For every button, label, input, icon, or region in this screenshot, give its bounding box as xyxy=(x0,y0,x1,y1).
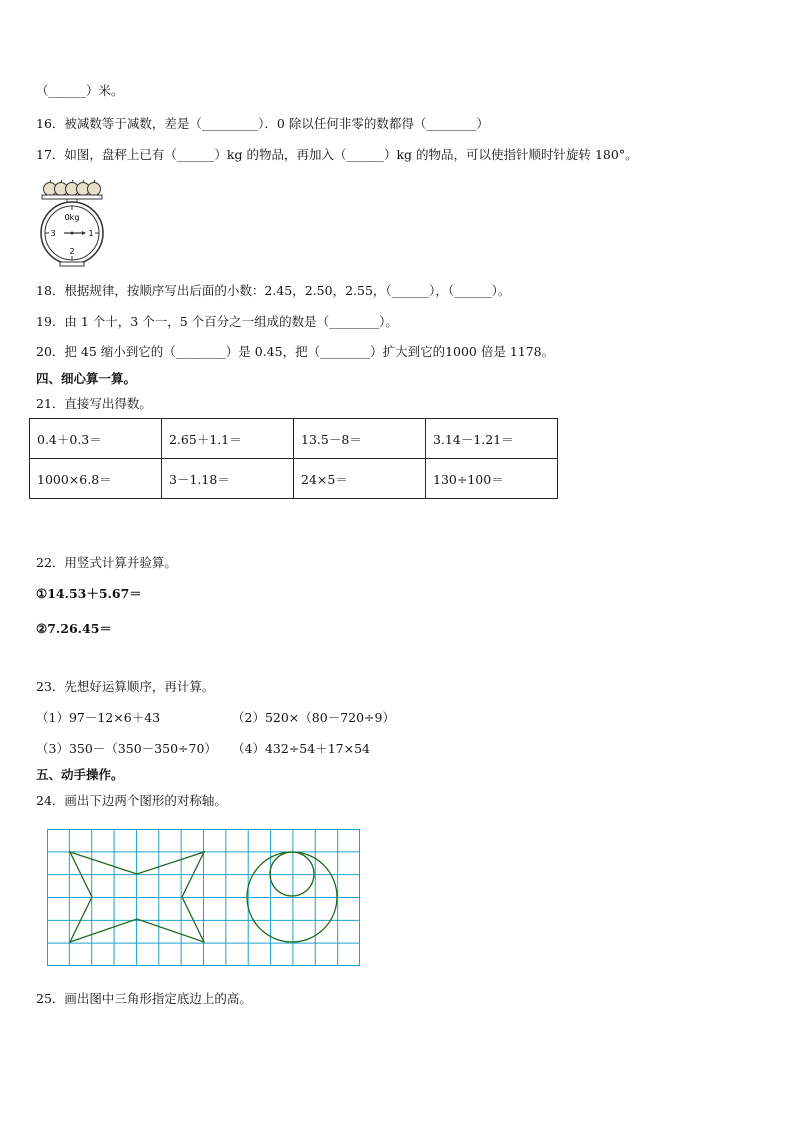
apple-icon xyxy=(88,183,101,196)
question-22-item-2: ②7.26.45＝ xyxy=(36,621,112,636)
dial-unit-label: 0kg xyxy=(64,213,80,222)
table-cell: 13.5－8＝ xyxy=(294,419,426,459)
table-row xyxy=(30,419,558,459)
question-17: 17．如图，盘秤上已有（______）kg 的物品，再加入（______）kg 的物品，可以使指针顺时针旋转 180°。 xyxy=(36,147,638,162)
question-23-item-2: （2）520×（80－720÷9） xyxy=(232,710,395,725)
question-21: 21．直接写出得数。 xyxy=(36,396,152,411)
question-25: 25．画出图中三角形指定底边上的高。 xyxy=(36,991,252,1006)
table-cell: 24×5＝ xyxy=(294,459,426,499)
table-cell: 0.4＋0.3＝ xyxy=(30,419,162,459)
question-22: 22．用竖式计算并验算。 xyxy=(36,555,177,570)
question-23-item-4: （4）432÷54＋17×54 xyxy=(232,741,370,756)
question-23-item-1: （1）97－12×6＋43 xyxy=(36,710,161,725)
section-5-heading: 五、动手操作。 xyxy=(36,767,124,782)
table-row xyxy=(30,459,558,499)
question-19: 19．由 1 个十，3 个一，5 个百分之一组成的数是（________）。 xyxy=(36,314,398,329)
mental-calc-table xyxy=(29,418,558,499)
dial-mark-left: 3 xyxy=(50,229,56,238)
table-cell: 3.14－1.21＝ xyxy=(426,419,558,459)
question-22-item-1: ①14.53＋5.67＝ xyxy=(36,586,142,601)
symmetry-grid-figure xyxy=(47,829,360,966)
small-circle xyxy=(270,852,314,896)
scale-figure xyxy=(36,176,108,268)
grid-drawing xyxy=(47,829,360,966)
table-cell: 1000×6.8＝ xyxy=(30,459,162,499)
question-18: 18．根据规律，按顺序写出后面的小数：2.45，2.50，2.55，（______），（______）。 xyxy=(36,283,511,298)
table-cell: 2.65＋1.1＝ xyxy=(162,419,294,459)
dial-mark-right: 1 xyxy=(88,229,94,238)
question-16: 16．被减数等于减数，差是（_________）．0 除以任何非零的数都得（________） xyxy=(36,116,489,131)
question-23: 23．先想好运算顺序，再计算。 xyxy=(36,679,215,694)
line-15-tail: （______）米。 xyxy=(36,83,124,98)
scale-illustration xyxy=(36,176,108,268)
table-cell: 130÷100＝ xyxy=(426,459,558,499)
table-cell: 3－1.18＝ xyxy=(162,459,294,499)
grid-lines xyxy=(47,829,360,966)
question-23-item-3: （3）350－（350－350÷70） xyxy=(36,741,217,756)
section-4-heading: 四、细心算一算。 xyxy=(36,371,137,386)
question-20: 20．把 45 缩小到它的（________）是 0.45，把（________）扩大到它的1000 倍是 1178。 xyxy=(36,344,555,359)
dial-mark-bottom: 2 xyxy=(69,247,75,256)
question-24: 24．画出下边两个图形的对称轴。 xyxy=(36,793,227,808)
